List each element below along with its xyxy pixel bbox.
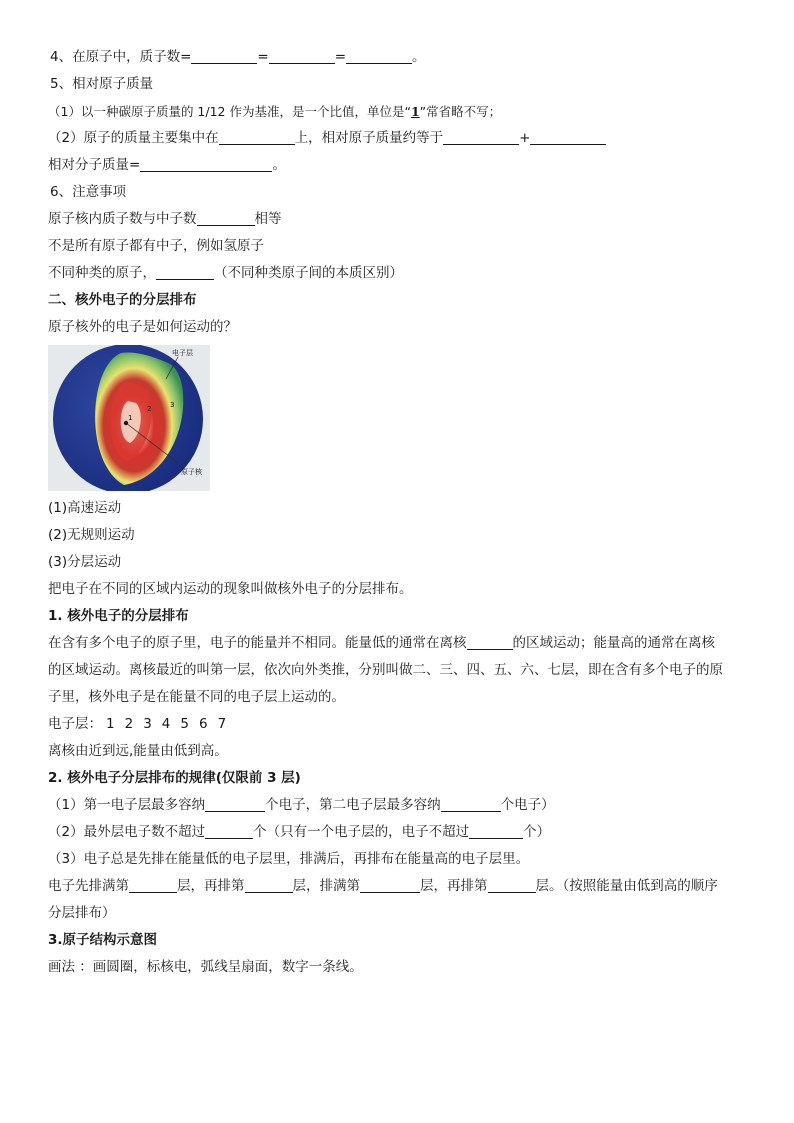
- atom-diagram: [48, 345, 210, 491]
- blank-field[interactable]: [443, 128, 519, 145]
- part-2-heading: 二、核外电子的分层排布: [48, 292, 197, 308]
- section-2-heading: 2. 核外电子分层排布的规律(仅限前 3 层): [48, 770, 301, 786]
- blank-field[interactable]: [269, 47, 335, 64]
- section-1-para-line-2: 的区域运动。离核最近的叫第一层，依次向外类推，分别叫做二、三、四、五、六、七层，即在含有多个电子的原: [48, 662, 723, 678]
- shell-5: 5: [180, 716, 189, 732]
- item-4-line: 4、在原子中，质子数= = = 。: [50, 49, 426, 65]
- shell-7: 7: [217, 716, 227, 732]
- blank-field[interactable]: [467, 633, 513, 650]
- shell-1: 1: [106, 716, 115, 732]
- item-5-point-1: （1）以一种碳原子质量的 1/12 作为基准，是一个比值，单位是“1”常省略不写；: [48, 104, 502, 119]
- blank-field[interactable]: [140, 155, 272, 172]
- rule-3: （3）电子总是先排在能量低的电子层里，排满后，再排布在能量高的电子层里。: [48, 851, 530, 867]
- section-3-heading: 3.原子结构示意图: [48, 932, 158, 948]
- blank-field[interactable]: [205, 795, 265, 812]
- option-2: (2)无规则运动: [48, 527, 135, 543]
- fill-order-line-1: 电子先排满第 层，再排第 层，排满第 层，再排第 层。（按照能量由低到高的顺序: [48, 878, 718, 894]
- blank-field[interactable]: [129, 876, 177, 893]
- document-page: [48, 44, 748, 981]
- option-3: (3)分层运动: [48, 554, 122, 570]
- section-1-para-line-3: 子里，核外电子是在能量不同的电子层上运动的。: [48, 689, 345, 705]
- item-5-title: 5、相对原子质量: [50, 76, 154, 92]
- item-6-title: 6、注意事项: [50, 184, 127, 200]
- shell-4: 4: [161, 716, 171, 732]
- blank-field[interactable]: [360, 876, 420, 893]
- shell-6: 6: [198, 716, 208, 732]
- blank-field[interactable]: [219, 128, 295, 145]
- shell-number-2: 2: [147, 405, 152, 413]
- item-6-line-3: 不同种类的原子， （不同种类原子间的本质区别）: [48, 265, 403, 281]
- label-electron-shell: 电子层: [172, 349, 193, 357]
- part-2-question: 原子核外的电子是如何运动的？: [48, 319, 237, 335]
- layering-definition: 把电子在不同的区域内运动的现象叫做核外电子的分层排布。: [48, 581, 413, 597]
- section-1-para-line-1: 在含有多个电子的原子里，电子的能量并不相同。能量低的通常在离核 的区域运动；能量高的通常在离核: [48, 635, 715, 651]
- item-5-point-2: （2）原子的质量主要集中在 上，相对原子质量约等于 +: [48, 125, 748, 152]
- blank-field[interactable]: [441, 795, 501, 812]
- shell-number-3: 3: [170, 401, 175, 409]
- item-6-line-2: 不是所有原子都有中子，例如氢原子: [48, 238, 264, 254]
- item-5-point-3: 相对分子质量= 。: [48, 157, 286, 173]
- electron-shell-figure: [48, 345, 214, 491]
- rule-1: （1）第一电子层最多容纳 个电子，第二电子层最多容纳 个电子）: [48, 797, 555, 813]
- option-1: (1)高速运动: [48, 500, 122, 516]
- energy-note: 离核由近到远,能量由低到高。: [48, 743, 228, 759]
- blank-field[interactable]: [488, 876, 536, 893]
- label-nucleus: 原子核: [181, 468, 202, 476]
- electron-shell-list: 电子层： 1 2 3 4 5 6 7: [48, 711, 748, 738]
- blank-field[interactable]: [205, 822, 253, 839]
- shell-number-1: 1: [128, 414, 133, 422]
- unit-one: 1: [410, 104, 420, 119]
- shell-2: 2: [124, 716, 134, 732]
- blank-field[interactable]: [245, 876, 293, 893]
- drawing-method: 画法 ：画圆圈，标核电，弧线呈扇面，数字一条线。: [48, 959, 363, 975]
- blank-field[interactable]: [156, 263, 214, 280]
- fill-order-line-2: 分层排布）: [48, 905, 116, 921]
- blank-field[interactable]: [197, 209, 255, 226]
- section-1-heading: 1. 核外电子的分层排布: [48, 608, 189, 624]
- blank-field[interactable]: [346, 47, 412, 64]
- rule-2: （2）最外层电子数不超过 个（只有一个电子层的，电子不超过 个）: [48, 824, 551, 840]
- item-6-line-1: 原子核内质子数与中子数 相等: [48, 211, 282, 227]
- blank-field[interactable]: [191, 47, 257, 64]
- shell-3: 3: [143, 716, 152, 732]
- blank-field[interactable]: [530, 128, 606, 145]
- blank-field[interactable]: [469, 822, 523, 839]
